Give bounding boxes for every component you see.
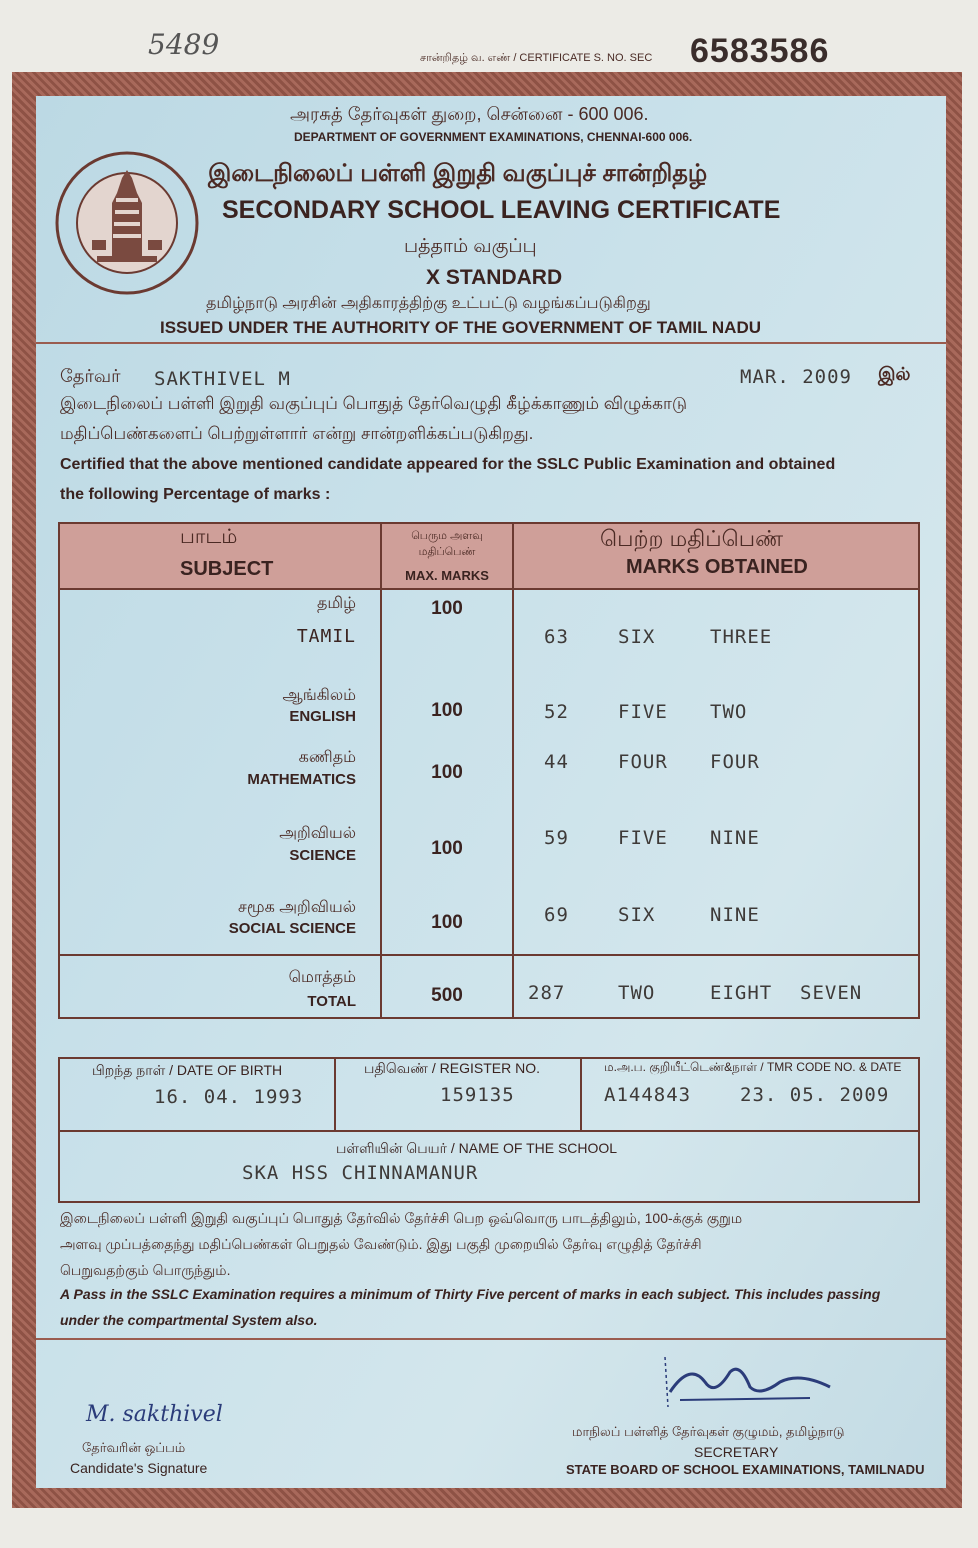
max-marks: 100 (431, 598, 463, 619)
marks-number: 63 (544, 626, 569, 648)
tamilnadu-emblem (52, 148, 202, 298)
certificate-number: 6583586 (690, 32, 830, 70)
certification-tamil-line-3: மதிப்பெண்களைப் பெற்றுள்ளார் என்று சான்றளிக்கப்படுகிறது. (60, 424, 534, 443)
certification-english-line-1: Certified that the above mentioned candidate appeared for the SSLC Public Examination and obtained (60, 456, 836, 473)
exam-date: MAR. 2009 (740, 366, 852, 388)
marks-col-divider-1 (380, 522, 382, 1019)
department-title-english: DEPARTMENT OF GOVERNMENT EXAMINATIONS, CHENNAI-600 006. (294, 130, 693, 144)
marks-word-2: TWO (710, 701, 748, 723)
subject-english-name: SCIENCE (289, 847, 356, 864)
pass-note-english-2: under the compartmental System also. (60, 1312, 318, 1328)
subject-english-name: MATHEMATICS (247, 771, 356, 788)
marks-number: 59 (544, 827, 569, 849)
marks-number: 52 (544, 701, 569, 723)
marks-number: 69 (544, 904, 569, 926)
pass-note-tamil-1: இடைநிலைப் பள்ளி இறுதி வகுப்புப் பொதுத் தேர்வில் தேர்ச்சி பெற ஒவ்வொரு பாடத்திலும், 100-க்குக் குறும (60, 1210, 743, 1226)
standard-tamil: பத்தாம் வகுப்பு (404, 236, 537, 257)
subject-english-name: TAMIL (296, 626, 356, 647)
header-max-english: MAX. MARKS (405, 568, 489, 583)
header-obtained-english: MARKS OBTAINED (626, 556, 808, 578)
register-value: 159135 (440, 1084, 515, 1106)
dob-value: 16. 04. 1993 (154, 1086, 304, 1108)
marks-col-divider-2 (512, 522, 514, 1019)
footer-divider (36, 1338, 946, 1340)
info-col-divider-2 (580, 1057, 582, 1131)
subject-tamil-name: சமூக அறிவியல் (237, 899, 356, 916)
certificate-title-english: SECONDARY SCHOOL LEAVING CERTIFICATE (222, 196, 781, 224)
department-title-tamil: அரசுத் தேர்வுகள் துறை, சென்னை - 600 006. (290, 104, 649, 124)
certificate-number-label: சான்றிதழ் வ. எண் / CERTIFICATE S. NO. SEC (420, 52, 653, 64)
candidate-signature-label-tamil: தேர்வரின் ஒப்பம் (82, 1440, 186, 1455)
candidate-signature-label-english: Candidate's Signature (70, 1460, 208, 1476)
certification-english-line-2: the following Percentage of marks : (60, 486, 331, 503)
school-label: பள்ளியின் பெயர் / NAME OF THE SCHOOL (336, 1140, 618, 1156)
marks-header-divider (58, 588, 920, 590)
standard-english: X STANDARD (426, 266, 563, 289)
total-marks-word-2: EIGHT (710, 982, 773, 1004)
tmr-label: ம.அ.ப. குறியீட்டெண்&நாள் / TMR CODE NO. & DATE (604, 1060, 902, 1074)
max-marks: 100 (431, 838, 463, 859)
register-label: பதிவெண் / REGISTER NO. (364, 1060, 541, 1076)
header-max-tamil-1: பெரும அளவு (411, 530, 483, 542)
marks-word-1: SIX (618, 904, 656, 926)
marks-word-1: FIVE (618, 701, 668, 723)
certification-tamil-line-2: இடைநிலைப் பள்ளி இறுதி வகுப்புப் பொதுத் தேர்வெழுதி கீழ்க்காணும் விழுக்காடு (60, 394, 688, 413)
marks-word-2: NINE (710, 904, 760, 926)
total-marks-number: 287 (528, 982, 566, 1004)
subject-english-name: SOCIAL SCIENCE (228, 920, 356, 937)
marks-word-2: THREE (710, 626, 773, 648)
header-divider (36, 342, 946, 344)
authority-tamil: தமிழ்நாடு அரசின் அதிகாரத்திற்கு உட்பட்டு வழங்கப்படுகிறது (206, 295, 651, 312)
max-marks: 100 (431, 912, 463, 933)
candidate-name: SAKTHIVEL M (154, 368, 291, 390)
subject-tamil-name: ஆங்கிலம் (282, 687, 356, 704)
marks-word-2: NINE (710, 827, 760, 849)
total-marks-word-3: SEVEN (800, 982, 863, 1004)
subject-english-name: ENGLISH (289, 708, 356, 725)
board-name: STATE BOARD OF SCHOOL EXAMINATIONS, TAMILNADU (566, 1462, 925, 1477)
header-max-tamil-2: மதிப்பெண் (418, 546, 476, 558)
tmr-code: A144843 (604, 1084, 692, 1106)
total-label-tamil: மொத்தம் (288, 969, 356, 986)
dob-label: பிறந்த நாள் / DATE OF BIRTH (92, 1062, 283, 1078)
subject-tamil-name: அறிவியல் (279, 825, 356, 842)
candidate-prefix: தேர்வர் (60, 366, 121, 386)
pass-note-tamil-3: பெறுவதற்கும் பொருந்தும். (60, 1262, 231, 1278)
total-marks-word-1: TWO (618, 982, 656, 1004)
marks-total-divider (58, 954, 920, 956)
tmr-date: 23. 05. 2009 (740, 1084, 890, 1106)
max-marks: 100 (431, 762, 463, 783)
pass-note-tamil-2: அளவு முப்பத்தைந்து மதிப்பெண்கள் பெறுதல் வேண்டும். இது பகுதி முறையில் தேர்வு எழுதித் தேர்ச்சி (60, 1236, 702, 1252)
marks-word-1: SIX (618, 626, 656, 648)
marks-word-1: FIVE (618, 827, 668, 849)
secretary-label-tamil: மாநிலப் பள்ளித் தேர்வுகள் குழுமம், தமிழ்நாடு (572, 1424, 845, 1439)
marks-word-2: FOUR (710, 751, 760, 773)
certificate-title-tamil: இடைநிலைப் பள்ளி இறுதி வகுப்புச் சான்றிதழ் (208, 160, 708, 187)
candidate-signature: M. sakthivel (86, 1402, 223, 1427)
marks-number: 44 (544, 751, 569, 773)
info-col-divider-1 (334, 1057, 336, 1131)
secretary-signature (660, 1352, 840, 1412)
pass-note-english-1: A Pass in the SSLC Examination requires a minimum of Thirty Five percent of marks in each subject. This includes passing (60, 1286, 881, 1302)
handwritten-number: 5489 (148, 28, 220, 61)
subject-tamil-name: கணிதம் (298, 749, 356, 766)
header-subject-english: SUBJECT (180, 558, 274, 580)
header-obtained-tamil: பெற்ற மதிப்பெண் (600, 526, 784, 551)
header-subject-tamil: பாடம் (180, 526, 238, 548)
candidate-suffix: இல் (878, 364, 911, 384)
total-label-english: TOTAL (307, 993, 356, 1010)
school-name: SKA HSS CHINNAMANUR (242, 1162, 479, 1184)
total-max-marks: 500 (431, 985, 463, 1006)
subject-tamil-name: தமிழ் (316, 595, 356, 612)
marks-word-1: FOUR (618, 751, 668, 773)
secretary-label-english: SECRETARY (694, 1444, 779, 1460)
max-marks: 100 (431, 700, 463, 721)
authority-english: ISSUED UNDER THE AUTHORITY OF THE GOVERNMENT OF TAMIL NADU (160, 318, 761, 337)
info-divider (58, 1130, 920, 1132)
